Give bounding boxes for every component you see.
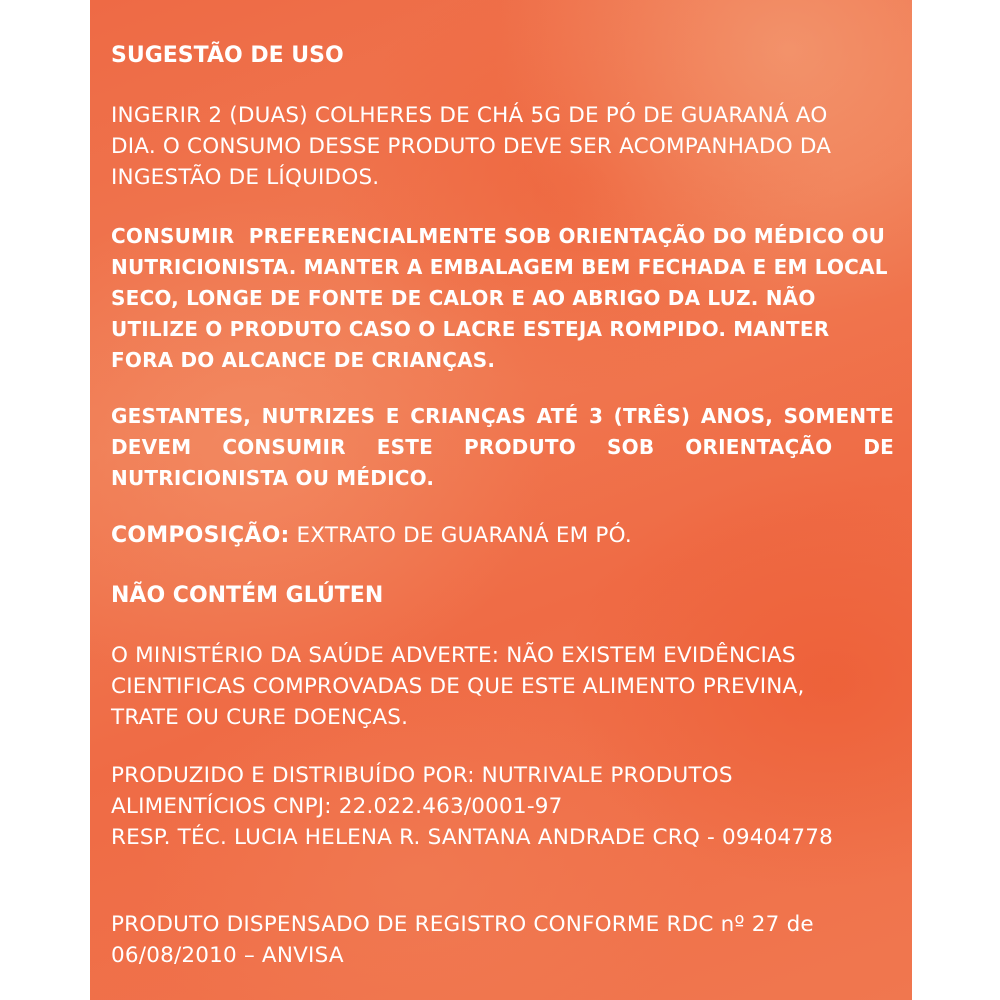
produtor-line: ALIMENTÍCIOS CNPJ: 22.022.463/0001-97 <box>111 794 563 819</box>
registro-line: 06/08/2010 – ANVISA <box>111 943 344 968</box>
registro-text <box>111 909 814 971</box>
gestantes-line: NUTRICIONISTA OU MÉDICO. <box>111 466 435 490</box>
orientacao-line: CONSUMIR PREFERENCIALMENTE SOB ORIENTAÇÃO DO MÉDICO OU <box>111 224 886 248</box>
sugestao-heading: SUGESTÃO DE USO <box>111 43 344 68</box>
sugestao-line: INGESTÃO DE LÍQUIDOS. <box>111 165 380 190</box>
orientacao-line: UTILIZE O PRODUTO CASO O LACRE ESTEJA ROMPIDO. MANTER <box>111 317 830 341</box>
produtor-text <box>111 760 833 853</box>
advertencia-line: CIENTIFICAS COMPROVADAS DE QUE ESTE ALIMENTO PREVINA, <box>111 674 805 699</box>
produtor-line: PRODUZIDO E DISTRIBUÍDO POR: NUTRIVALE PRODUTOS <box>111 763 733 788</box>
orientacao-text <box>111 221 888 376</box>
advertencia-line: O MINISTÉRIO DA SAÚDE ADVERTE: NÃO EXISTEM EVIDÊNCIAS <box>111 643 796 668</box>
sugestao-line: INGERIR 2 (DUAS) COLHERES DE CHÁ 5G DE PÓ DE GUARANÁ AO <box>111 103 828 128</box>
sugestao-line: DIA. O CONSUMO DESSE PRODUTO DEVE SER ACOMPANHADO DA <box>111 134 832 159</box>
produtor-line: RESP. TÉC. LUCIA HELENA R. SANTANA ANDRADE CRQ - 09404778 <box>111 825 834 850</box>
composicao-label: COMPOSIÇÃO: <box>111 523 290 548</box>
orientacao-line: FORA DO ALCANCE DE CRIANÇAS. <box>111 348 496 372</box>
gestantes-text <box>111 401 894 494</box>
gluten-notice: NÃO CONTÉM GLÚTEN <box>111 583 384 608</box>
composicao-text <box>111 520 632 551</box>
composicao-value: EXTRATO DE GUARANÁ EM PÓ. <box>289 523 632 548</box>
product-label-panel <box>90 0 912 1000</box>
orientacao-line: NUTRICIONISTA. MANTER A EMBALAGEM BEM FECHADA E EM LOCAL <box>111 255 888 279</box>
sugestao-text <box>111 100 831 193</box>
gestantes-line: GESTANTES, NUTRIZES E CRIANÇAS ATÉ 3 (TRÊS) ANOS, SOMENTE <box>111 404 894 428</box>
advertencia-line: TRATE OU CURE DOENÇAS. <box>111 705 409 730</box>
gestantes-line: DEVEM CONSUMIR ESTE PRODUTO SOB ORIENTAÇÃO DE <box>111 435 894 459</box>
registro-line: PRODUTO DISPENSADO DE REGISTRO CONFORME RDC nº 27 de <box>111 912 814 937</box>
orientacao-line: SECO, LONGE DE FONTE DE CALOR E AO ABRIGO DA LUZ. NÃO <box>111 286 816 310</box>
advertencia-text <box>111 640 804 733</box>
